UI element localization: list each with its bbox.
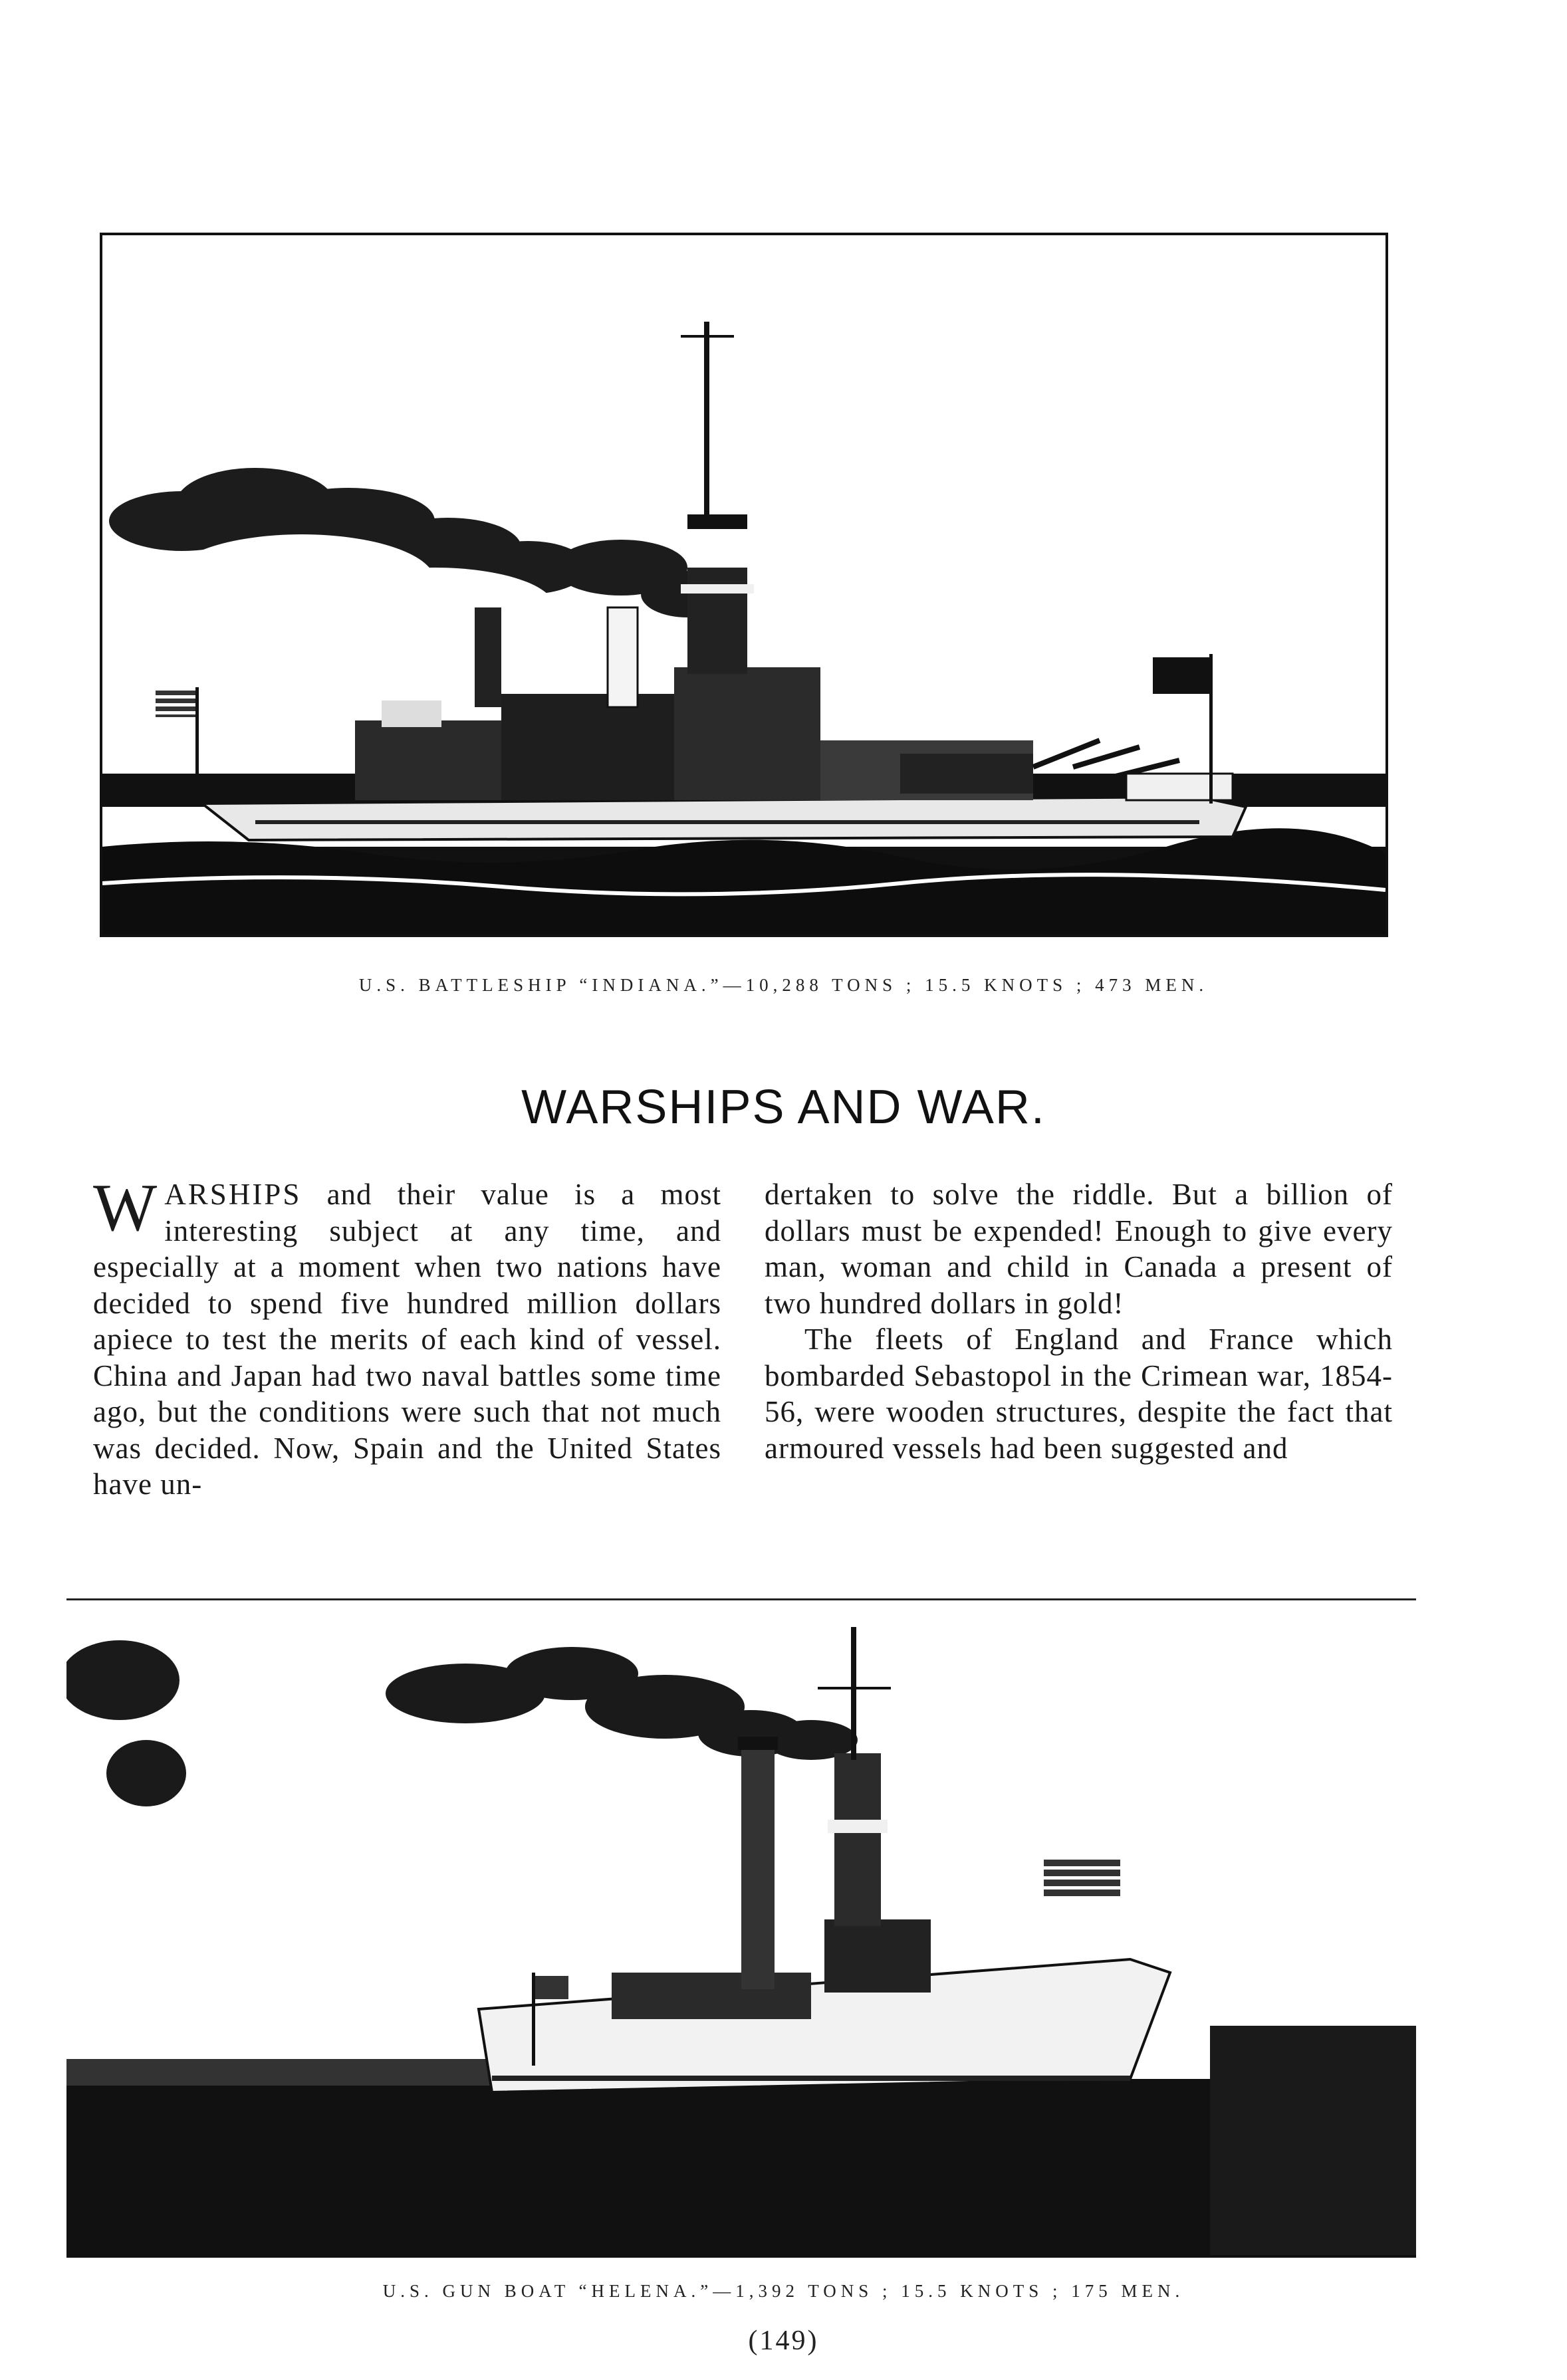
opening-word: ARSHIPS: [164, 1178, 302, 1211]
stern-flag: [156, 691, 195, 717]
right-paragraph-1: dertaken to solve the riddle. But a billion of dollars must be expended! Enough to give every man, woman and child in Canada a present of two hundred dollars in gold!: [765, 1178, 1393, 1320]
right-paragraph-2: The fleets of England and France which bombarded Sebastopol in the Crimean war, 1854-56, were wooden structures, despite the fact that armoured vessels had been suggested and: [765, 1323, 1393, 1465]
page-number: (149): [748, 2326, 819, 2356]
bottom-illustration-caption: U.S. GUN BOAT “HELENA.”—1,392 TONS ; 15.5 KNOTS ; 175 MEN.: [382, 2281, 1185, 2301]
right-column: [765, 1176, 1393, 1466]
gunboat-helena-illustration: [66, 1598, 1416, 2258]
left-column-text: and their value is a most interesting subject at any time, and especially at a moment when two nations have decided to spend five hundred million dollars apiece to test the merits of each kind of vessel. China and Japan had two naval battles some time ago, but the conditions were such that not much was decided. Now, Spain and the United States have un-: [93, 1178, 721, 1501]
top-illustration-caption: U.S. BATTLESHIP “INDIANA.”—10,288 TONS ; 15.5 KNOTS ; 473 MEN.: [358, 975, 1209, 995]
article-title: WARSHIPS AND WAR.: [521, 1081, 1046, 1134]
battleship-indiana-drawing: [102, 235, 1386, 934]
gunboat-helena-drawing: [66, 1600, 1416, 2255]
drop-cap: W: [93, 1170, 158, 1245]
left-column: [93, 1170, 721, 1503]
bow-flag: [1044, 1860, 1120, 1896]
battleship-indiana-illustration: [100, 233, 1388, 937]
